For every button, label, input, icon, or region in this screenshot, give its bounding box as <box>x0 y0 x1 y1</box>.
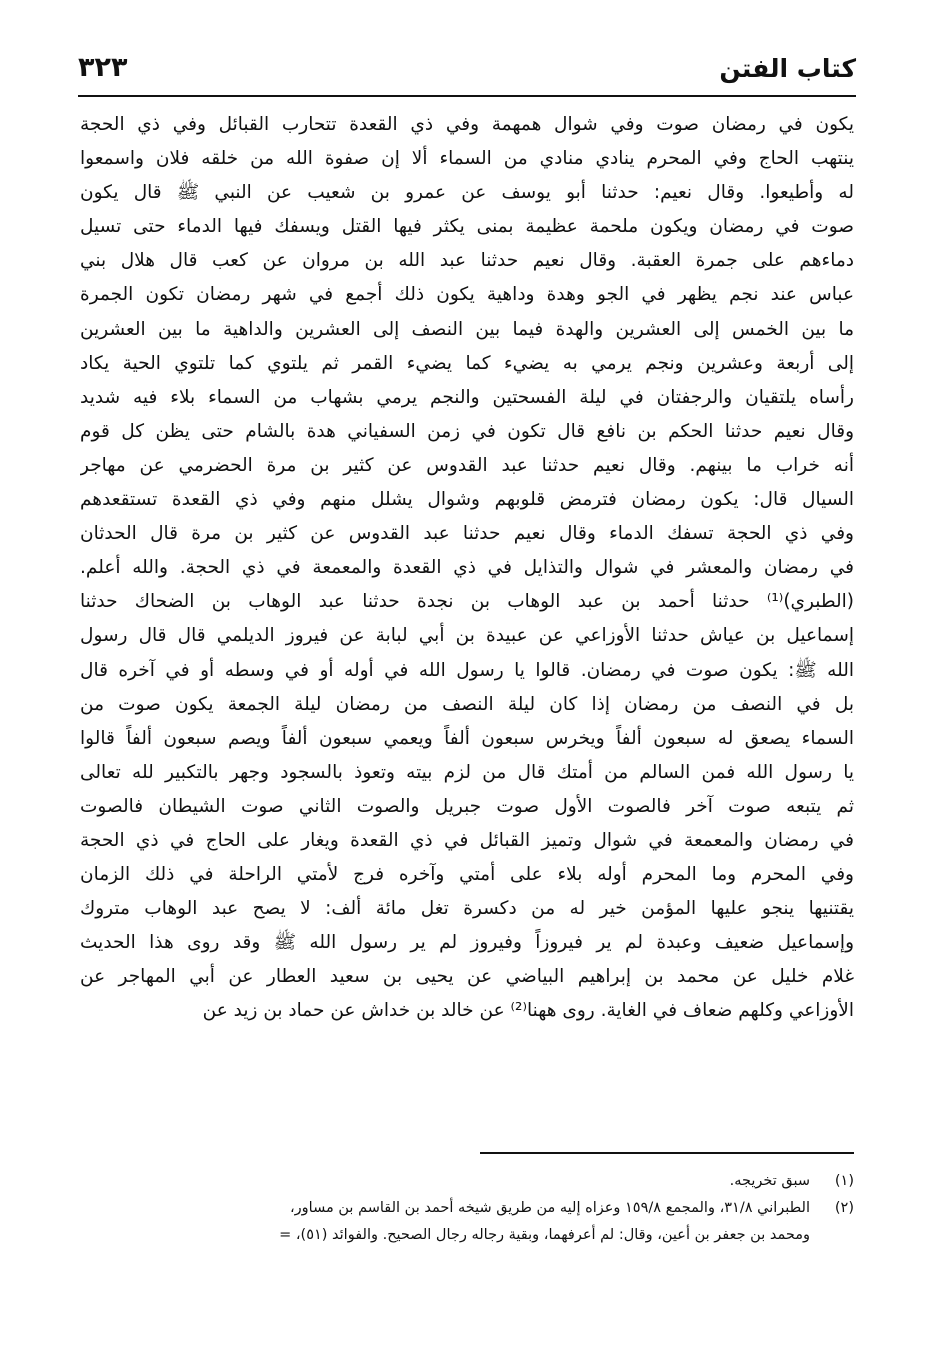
text-line: وفي المحرم وما المحرم أوله بلاء على أمتي وآخره فرج لأمتي الراحلة في ذلك الزمان <box>80 864 854 886</box>
footnote-2-continuation <box>80 1222 854 1249</box>
footnote-1 <box>80 1168 854 1195</box>
text-line: دماءهم على جمرة العقبة. وقال نعيم حدثنا عبد الله بن مروان عن كعب قال هلال بني <box>80 250 854 272</box>
text-line: يا رسول الله فمن السالم من أمتك قال من لزم بيته وتعوذ بالسجود وجهر بالتكبير لله تعالى <box>80 761 854 783</box>
text-line: الأوزاعي وكلهم ضعاف في الغاية. روى ههنا⁽²⁾ عن خالد بن خداش عن حماد بن زيد عن <box>202 1000 854 1022</box>
text-line: إلى أربعة وعشرين ونجم يرمي به يضيء كما يضيء القمر ثم يلتوي كما تلتوي الحية يكاد <box>80 352 854 374</box>
footnote-text: سبق تخريجه. <box>729 1173 810 1189</box>
footnotes <box>80 1168 854 1249</box>
text-line: الله ﷺ: يكون صوت في رمضان. قالوا يا رسول الله في أوله أو في وسطه أو في آخره قال <box>80 659 854 681</box>
text-line: أنه خراب ما بينهم. وقال نعيم حدثنا عبد القدوس عن كثير بن مرة الحضرمي عن مهاجر <box>80 454 854 476</box>
text-line: صوت في رمضان ويكون ملحمة عظيمة بمنى يكثر فيها القتل ويسفك فيها الدماء حتى تسيل <box>80 216 854 238</box>
footnote-text: الطبراني ٣١/٨، والمجمع ١٥٩/٨ وعزاه إليه من طريق شيخه أحمد بن القاسم بن مساور، <box>289 1200 810 1216</box>
header-rule <box>78 95 856 97</box>
text-line: رأساه يلتقيان والرجفتان في ليلة الفسحتين والنجم يرمي بشهاب من السماء بلاء فيه شديد <box>80 386 854 408</box>
text-line: في رمضان والمعمعة في شوال وتميز القبائل في ذي القعدة ويغار على الحاج في ذي الحجة <box>80 829 854 851</box>
text-line: يقتنيها ينجو عليها المؤمن خير له من دكسرة تغل مائة ألف: لا يصح عبد الوهاب متروك <box>80 898 854 920</box>
text-line: وإسماعيل ضعيف وعبدة لم ير فيروزاً وفيروز لم ير رسول الله ﷺ وقد روى هذا الحديث <box>80 932 854 954</box>
text-line: عباس عند نجم يظهر في الجو وهدة وداهية يكون ذلك أجمع في شهر رمضان تكون الجمرة <box>80 284 854 306</box>
page-number: ٣٢٣ <box>78 52 128 83</box>
footnote-2 <box>80 1195 854 1222</box>
text-line: السيال قال: يكون رمضان فترمض قلوبهم وشوال يشلل منهم وفي ذي القعدة تستقعدهم <box>80 489 854 511</box>
page-header <box>78 50 856 90</box>
footnote-text: ومحمد بن جعفر بن أعين، وقال: لم أعرفهما، وبقية رجاله رجال الصحيح. والفوائد (٥١)، = <box>279 1227 810 1243</box>
running-title: كتاب الفتن <box>719 54 856 83</box>
text-line: السماء يصعق له سبعون ألفاً ويخرس سبعون ألفاً ويعمي سبعون ألفاً ويصم سبعون ألفاً قالوا <box>80 727 854 749</box>
text-line: له وأطيعوا. وقال نعيم: حدثنا أبو يوسف عن عمرو بن شعيب عن النبي ﷺ قال يكون <box>80 182 854 204</box>
text-line: وقال نعيم حدثنا الحكم بن نافع قال تكون في زمن السفياني هدة بالشام حتى يظن كل قوم <box>80 420 854 442</box>
text-line: غلام خليل عن محمد بن إبراهيم البياضي عن يحيى بن سعيد العطار عن أبي المهاجر عن <box>80 966 854 988</box>
main-text <box>80 108 854 1029</box>
text-line: بل في النصف من رمضان إذا كان ليلة النصف من رمضان ليلة الجمعة يكون صوت من <box>80 693 854 715</box>
footnote-number: (٢) <box>834 1200 854 1216</box>
text-line: (الطبري)⁽¹⁾ حدثنا أحمد بن عبد الوهاب بن نجدة حدثنا عبد الوهاب بن الضحاك حدثنا <box>80 591 854 613</box>
text-line: ينتهب الحاج وفي المحرم ينادي منادي من السماء ألا إن صفوة الله من خلقه فلان واسمعوا <box>80 148 854 170</box>
text-line: يكون في رمضان صوت وفي شوال همهمة وفي ذي القعدة تتحارب القبائل وفي ذي الحجة <box>80 114 854 135</box>
footnote-rule <box>480 1152 854 1154</box>
text-line: وفي ذي الحجة تسفك الدماء وقال نعيم حدثنا عبد القدوس عن كثير بن مرة قال الحدثان <box>80 523 854 545</box>
text-line: ما بين الخمس إلى العشرين والهدة فيما بين النصف إلى العشرين والداهية ما بين العشرين <box>80 318 854 340</box>
text-line: إسماعيل بن عياش حدثنا الأوزاعي عن عبيدة بن أبي لبابة عن فيروز الديلمي قال قال رسول <box>80 625 854 647</box>
text-line: ثم يتبعه صوت آخر فالصوت الأول صوت جبريل والصوت الثاني صوت الشيطان فالصوت <box>80 795 854 817</box>
text-line: في رمضان والمعشر في شوال والتذايل في ذي القعدة والمعمعة في ذي الحجة. والله أعلم. <box>80 557 854 579</box>
footnote-number: (١) <box>834 1173 854 1189</box>
